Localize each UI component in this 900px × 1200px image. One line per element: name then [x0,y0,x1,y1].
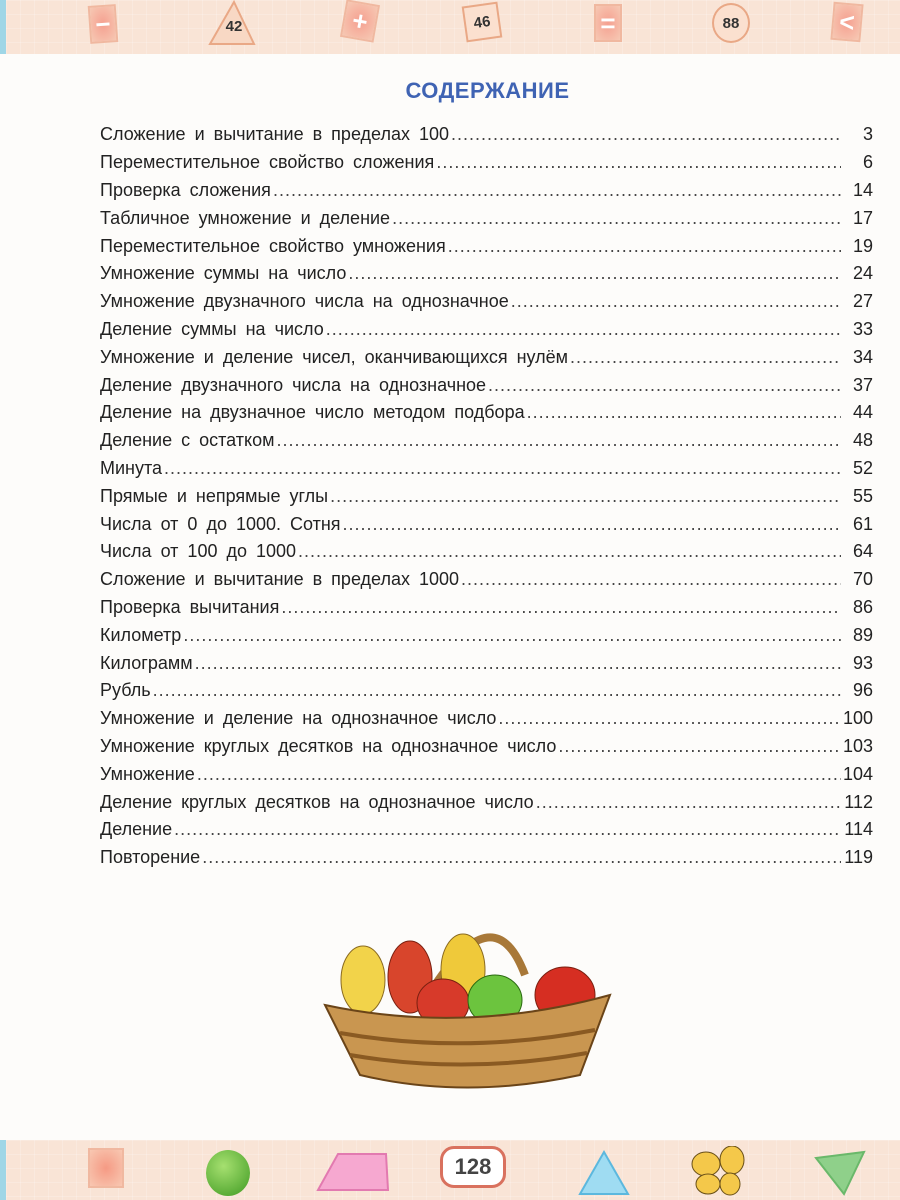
toc-entry-title: Прямые и непрямые углы [100,485,329,506]
toc-entry-page: 64 [852,541,873,562]
toc-entry-title: Умножение двузначного числа на однозначное [100,291,509,312]
dot-leader [197,764,841,785]
number-46-card: 46 [462,2,503,43]
butterfly-icon [690,1146,748,1198]
dot-leader [488,375,841,396]
toc-entry-title: Деление на двузначное число методом подбора [100,402,525,423]
toc-entry-title: Рубль [100,680,151,701]
toc-entry-title: Деление двузначного числа на однозначное [100,374,487,395]
dot-leader [527,402,841,423]
toc-entry-page: 89 [852,624,873,645]
toc-entry-title: Деление суммы на число [100,318,324,339]
toc-entry [100,510,873,538]
toc-entry-title: Проверка вычитания [100,596,280,617]
toc-entry-title: Умножение и деление чисел, оканчивающихся нулём [100,346,569,367]
toc-entry [100,760,873,788]
toc-entry [100,399,873,427]
toc-entry [100,232,873,260]
toc-entry-title: Деление [100,819,173,840]
toc-entry [100,677,873,705]
toc-entry-title: Умножение круглых десятков на однозначное число [100,735,557,756]
dot-leader [461,569,841,590]
dot-leader [273,180,841,201]
dot-leader [511,291,841,312]
dot-leader [277,430,842,451]
page-number: 128 [440,1146,506,1188]
toc-entry [100,316,873,344]
toc-entry [100,594,873,622]
toc-entry-page: 114 [844,819,873,840]
dot-leader [570,347,841,368]
plus-sign-card: + [340,0,380,43]
dot-leader [448,236,841,257]
toc-entry-title: Табличное умножение и деление [100,207,391,228]
toc-entry [100,177,873,205]
toc-entry [100,343,873,371]
toc-entry-page: 19 [852,235,873,256]
toc-entry [100,149,873,177]
toc-entry-page: 112 [844,791,873,812]
number-42: 42 [225,18,243,35]
toc-entry-page: 103 [842,735,873,756]
toc-entry-page: 61 [852,513,873,534]
toc-entry-page: 52 [852,457,873,478]
toc-entry [100,482,873,510]
toc-entry [100,204,873,232]
toc-entry [100,121,873,149]
dot-leader [436,152,841,173]
toc-entry-page: 17 [852,207,873,228]
toc-entry [100,427,873,455]
dot-leader [183,625,841,646]
number-88-circle: 88 [712,3,750,43]
toc-entry-title: Переместительное свойство сложения [100,152,435,173]
trapezoid-shape [316,1152,396,1192]
dot-leader [298,541,841,562]
dot-leader [536,792,841,813]
toc-entry [100,844,873,872]
toc-entry-page: 3 [862,124,873,145]
dot-leader [281,597,841,618]
dot-leader [153,680,841,701]
toc-entry-page: 33 [852,318,873,339]
toc-entry-page: 70 [852,569,873,590]
toc-entry [100,288,873,316]
toc-entry-title: Минута [100,457,163,478]
green-apple-icon [206,1150,250,1196]
toc-entry [100,260,873,288]
dot-leader [343,514,841,535]
dot-leader [558,736,841,757]
dot-leader [202,847,841,868]
toc-entry-title: Километр [100,624,182,645]
inverted-triangle-shape [814,1150,866,1196]
toc-entry [100,816,873,844]
toc-entry-page: 27 [852,291,873,312]
toc-entry-title: Повторение [100,847,201,868]
dot-leader [195,653,841,674]
toc-entry [100,371,873,399]
toc-entry-title: Деление с остатком [100,430,275,451]
equals-sign-card: = [594,4,622,42]
toc-entry-page: 44 [852,402,873,423]
toc-entry [100,538,873,566]
page-title: СОДЕРЖАНИЕ [405,78,570,103]
toc-entry [100,455,873,483]
toc-entry-page: 100 [842,708,873,729]
dot-leader [451,124,841,145]
triangle-shape [578,1150,630,1196]
toc-entry [100,649,873,677]
toc-entry-page: 37 [852,374,873,395]
toc-entry-title: Умножение суммы на число [100,263,347,284]
toc-entry-page: 104 [842,763,873,784]
table-of-contents [100,121,873,872]
dot-leader [326,319,841,340]
dot-leader [164,458,841,479]
toc-entry-page: 14 [852,179,873,200]
toc-entry-title: Умножение [100,763,195,784]
dot-leader [392,208,841,229]
toc-entry [100,788,873,816]
toc-entry-page: 6 [862,152,873,173]
dot-leader [498,708,841,729]
toc-entry-page: 24 [852,263,873,284]
toc-entry-page: 119 [844,847,873,868]
toc-entry-title: Числа от 100 до 1000 [100,541,297,562]
toc-entry-page: 48 [852,430,873,451]
toc-entry [100,705,873,733]
toc-entry-title: Проверка сложения [100,179,271,200]
toc-entry [100,733,873,761]
minus-sign-card: − [88,4,119,44]
toc-entry-page: 96 [852,680,873,701]
square-shape [88,1148,124,1188]
toc-entry [100,621,873,649]
fruit-basket-illustration [315,915,615,1095]
toc-entry [100,566,873,594]
dot-leader [330,486,841,507]
toc-entry-page: 34 [852,346,873,367]
toc-entry-page: 55 [852,485,873,506]
header-decoration [0,0,900,54]
toc-entry-title: Килограмм [100,652,193,673]
less-than-card: < [830,2,863,42]
toc-entry-title: Переместительное свойство умножения [100,235,446,256]
toc-entry-title: Сложение и вычитание в пределах 1000 [100,569,460,590]
toc-entry-title: Умножение и деление на однозначное число [100,708,497,729]
toc-entry-page: 93 [852,652,873,673]
dot-leader [174,819,841,840]
toc-entry-title: Числа от 0 до 1000. Сотня [100,513,341,534]
toc-entry-title: Сложение и вычитание в пределах 100 [100,124,450,145]
dot-leader [348,263,841,284]
toc-entry-page: 86 [852,596,873,617]
toc-entry-title: Деление круглых десятков на однозначное число [100,791,534,812]
